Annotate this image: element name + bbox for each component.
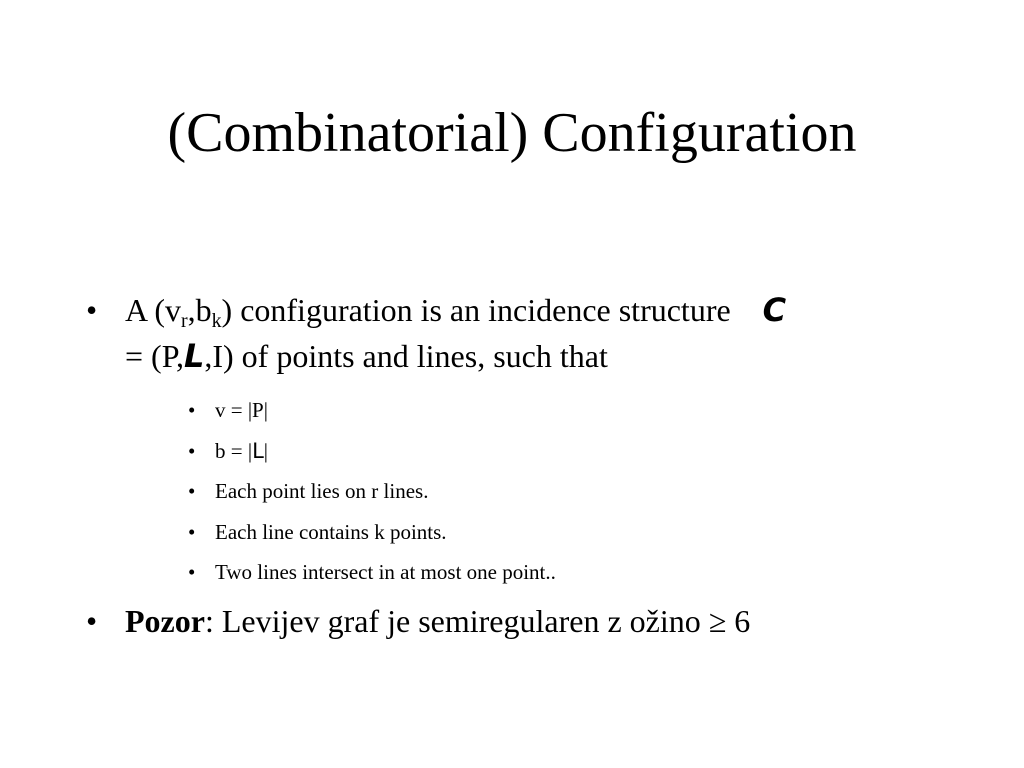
bullet-marker: •	[86, 603, 98, 639]
script-c-symbol: C	[762, 291, 787, 329]
pozor-text: : Levijev graf je semiregularen z ožino ≥ 6	[204, 603, 751, 639]
pozor-label: Pozor	[125, 603, 205, 639]
sub-bullet-list	[188, 390, 915, 593]
bullet-marker: •	[188, 479, 196, 503]
bullet-text-part: = (P,	[125, 338, 184, 374]
subscript-r: r	[181, 309, 188, 332]
bullet-text-part: ,I) of points and lines, such that	[204, 338, 608, 374]
sub-bullet-text: b = |	[215, 438, 253, 463]
bullet-marker: •	[86, 292, 98, 328]
sub-bullet-text: Two lines intersect in at most one point..	[215, 560, 556, 584]
sub-bullet-text: v = |P|	[215, 398, 268, 422]
bullet-pozor	[86, 598, 955, 644]
sub-bullet-intersect	[188, 552, 915, 593]
sub-bullet-text: Each line contains k points.	[215, 519, 447, 544]
subscript-k: k	[211, 309, 222, 332]
slide-title: (Combinatorial) Configuration	[167, 102, 857, 164]
bullet-text-part: ,b	[187, 292, 212, 328]
bullet-text-part: A (v	[125, 292, 181, 328]
sub-bullet-text: Each point lies on r lines.	[215, 479, 429, 503]
bullet-marker: •	[188, 438, 196, 463]
bullet-configuration	[86, 287, 955, 379]
sub-bullet-k-points	[188, 512, 915, 553]
bullet-marker: •	[188, 398, 196, 422]
sub-bullet-r-lines	[188, 471, 915, 512]
bullet-text-part: ) configuration is an incidence structure	[221, 292, 731, 328]
sub-bullet-b	[188, 431, 915, 472]
bullet-marker: •	[188, 560, 196, 584]
script-l-symbol: L	[183, 337, 205, 375]
script-l-symbol: L	[252, 438, 264, 463]
bullet-marker: •	[188, 519, 196, 544]
sub-bullet-text: |	[263, 438, 268, 463]
sub-bullet-v	[188, 390, 915, 431]
